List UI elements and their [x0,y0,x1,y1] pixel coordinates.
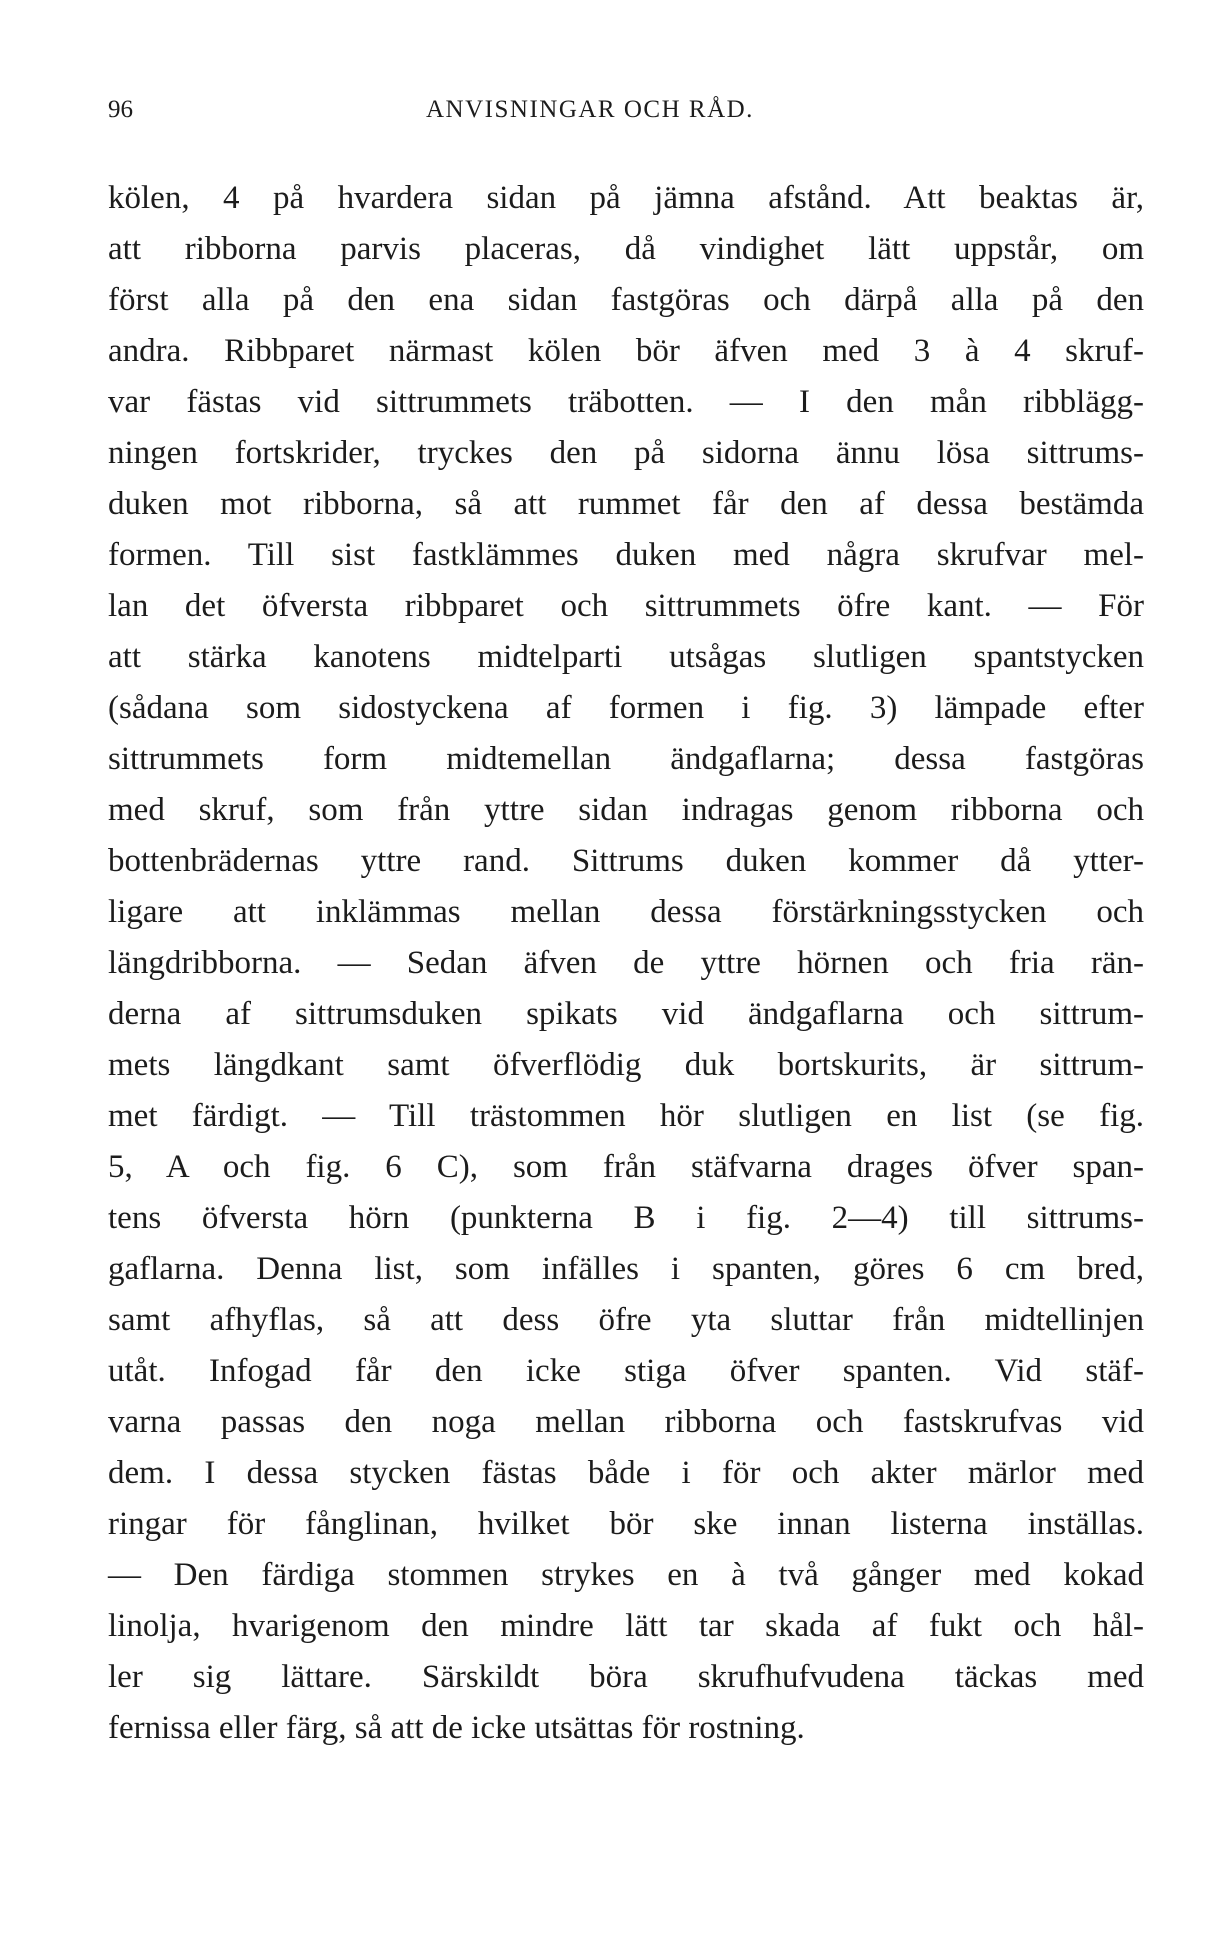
text-line: andra. Ribbparet närmast kölen bör äfven med 3 à 4 skruf- [108,333,1144,369]
text-line: tens öfversta hörn (punkterna B i fig. 2—4) till sittrums- [108,1200,1144,1236]
text-line: utåt. Infogad får den icke stiga öfver spanten. Vid stäf- [108,1353,1144,1389]
text-line: längdribborna. — Sedan äfven de yttre hörnen och fria rän- [108,945,1144,981]
text-line: mets längdkant samt öfverflödig duk bortskurits, är sittrum- [108,1047,1144,1083]
text-line: var fästas vid sittrummets träbotten. — I den mån ribblägg- [108,384,1144,420]
text-line: (sådana som sidostyckena af formen i fig. 3) lämpade efter [108,690,1144,726]
text-line: sittrummets form midtemellan ändgaflarna; dessa fastgöras [108,741,1144,777]
text-line: att ribborna parvis placeras, då vindighet lätt uppstår, om [108,231,1144,267]
text-line: med skruf, som från yttre sidan indragas genom ribborna och [108,792,1144,828]
text-line: ningen fortskrider, tryckes den på sidorna ännu lösa sittrums- [108,435,1144,471]
text-line: met färdigt. — Till trästommen hör slutligen en list (se fig. [108,1098,1144,1134]
text-line: lan det öfversta ribbparet och sittrummets öfre kant. — För [108,588,1144,624]
running-head [108,90,1144,130]
running-title: ANVISNINGAR OCH RÅD. [426,96,754,123]
text-line: samt afhyflas, så att dess öfre yta sluttar från midtellinjen [108,1302,1144,1338]
text-line: kölen, 4 på hvardera sidan på jämna afstånd. Att beaktas är, [108,180,1144,216]
text-line: derna af sittrumsduken spikats vid ändgaflarna och sittrum- [108,996,1144,1032]
text-line: ler sig lättare. Särskildt böra skrufhufvudena täckas med [108,1659,1144,1695]
text-line: ringar för fånglinan, hvilket bör ske innan listerna inställas. [108,1506,1144,1542]
text-line: linolja, hvarigenom den mindre lätt tar skada af fukt och hål- [108,1608,1144,1644]
text-line: bottenbrädernas yttre rand. Sittrums duken kommer då ytter- [108,843,1144,879]
text-line: att stärka kanotens midtelparti utsågas slutligen spantstycken [108,639,1144,675]
body-text [108,173,1144,1754]
text-line: 5, A och fig. 6 C), som från stäfvarna drages öfver span- [108,1149,1144,1185]
text-line: ligare att inklämmas mellan dessa förstärkningsstycken och [108,894,1144,930]
text-line: dem. I dessa stycken fästas både i för och akter märlor med [108,1455,1144,1491]
text-line: först alla på den ena sidan fastgöras och därpå alla på den [108,282,1144,318]
text-line: duken mot ribborna, så att rummet får den af dessa bestämda [108,486,1144,522]
text-line: gaflarna. Denna list, som infälles i spanten, göres 6 cm bred, [108,1251,1144,1287]
text-line-last: fernissa eller färg, så att de icke utsättas för rostning. [108,1710,805,1746]
page-number: 96 [108,96,133,123]
text-line: — Den färdiga stommen strykes en à två gånger med kokad [108,1557,1144,1593]
text-line: formen. Till sist fastklämmes duken med några skrufvar mel- [108,537,1144,573]
text-line: varna passas den noga mellan ribborna och fastskrufvas vid [108,1404,1144,1440]
